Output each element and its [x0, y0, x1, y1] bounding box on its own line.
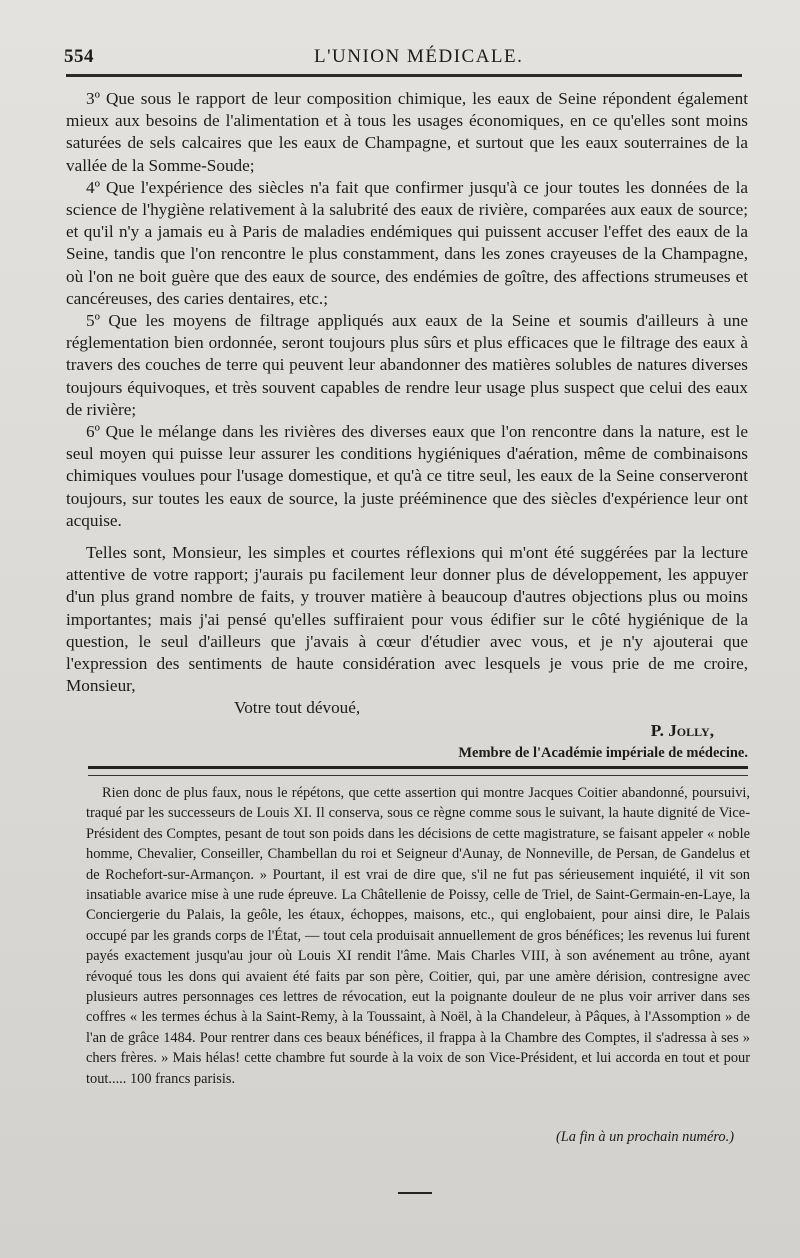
section-divider — [88, 766, 748, 776]
author-credential: Membre de l'Académie impériale de médecine. — [458, 744, 748, 761]
signature: P. Jolly, — [650, 720, 714, 740]
letter-body — [66, 88, 748, 764]
conclusion-4: 4º Que l'expérience des siècles n'a fait que confirmer jusqu'à ce jour toutes les données de la science de l'hygiène relativement à la salubrité des eaux de rivière, comparées aux eaux de source; et qu'il n'y a jamais eu à Paris de maladies endémiques qui puissent accuser l'effet des eaux de la Seine, tandis que l'on rencontre le plus constamment, dans les zones crayeuses de la Champagne, où l'on ne boit guère que des eaux de source, des endémies de goître, des affections strumeuses et cancéreuses, des caries dentaires, etc.; — [66, 177, 748, 308]
signoff: Votre tout dévoué, — [234, 698, 361, 718]
conclusion-3: 3º Que sous le rapport de leur composition chimique, les eaux de Seine répondent également mieux aux besoins de l'alimentation et à tous les usages économiques, en ce qu'elles sont moins saturées de sels calcaires que les eaux de Champagne, et surtout que les eaux souterraines de la vallée de la Somme-Soude; — [66, 89, 748, 175]
conclusion-6: 6º Que le mélange dans les rivières des diverses eaux que l'on rencontre dans la nature, est le seul moyen qui puisse leur assurer les conditions hygiéniques d'aération, même de combinaisons chimiques voulues pour l'usage domestique, et qu'à ce titre seul, les eaux de la Seine conserveront toujours, sur toutes les eaux de source, la juste prééminence que des siècles d'expérience leur ont acquise. — [66, 422, 748, 530]
end-mark — [398, 1192, 432, 1194]
header-rule — [66, 74, 742, 77]
conclusion-5: 5º Que les moyens de filtrage appliqués aux eaux de la Seine et soumis d'ailleurs à une réglementation bien ordonnée, seront toujours plus sûrs et plus efficaces que le filtrage des eaux à travers des couches de terre qui peuvent leur abandonner des matières solubles de natures diverses toujours équivoques, et très souvent capables de rendre leur usage plus suspect que celui des eaux de rivière; — [66, 311, 748, 419]
feuilleton-text — [86, 783, 750, 1089]
continuation-note: (La fin à un prochain numéro.) — [555, 1129, 734, 1145]
closing-paragraph: Telles sont, Monsieur, les simples et courtes réflexions qui m'ont été suggérées par la lecture attentive de votre rapport; j'aurais pu facilement leur donner plus de développement, les appuyer d'un plus grand nombre de faits, y trouver matière à beaucoup d'autres objections plus ou moins importantes; mais j'ai pensé qu'elles suffiraient pour vous édifier sur le côté hygiénique de la question, le seul d'ailleurs que j'avais à cœur d'étudier avec vous, et je n'y ajouterai que l'expression des sentiments de haute considération avec lesquels je vous prie de me croire, Monsieur, — [66, 543, 748, 696]
feuilleton-paragraph: Rien donc de plus faux, nous le répétons, que cette assertion qui montre Jacques Coitier abandonné, poursuivi, traqué par les successeurs de Louis XI. Il conserva, sous ce règne comme sous le suivant, la haute dignité de Vice-Président des Comptes, pesant de tout son poids dans les décisions de cette magistrature, se faisant appeler « noble homme, Chevalier, Conseiller, Chambellan du roi et Seigneur d'Aunay, de Nonneville, de Persan, de Gandelus et de Rochefort-sur-Armançon. » Pourtant, il est vrai de dire que, s'il ne fut pas sérieusement inquiété, il vit son insatiable avarice mise à une rude épreuve. La Châtellenie de Poissy, celle de Triel, de Saint-Germain-en-Laye, la Conciergerie du Palais, la geôle, les étaux, échoppes, maisons, etc., qui englobaient, pour ainsi dire, le Palais occupé par les grands corps de l'État, — tout cela produisait annuellement de gros bénéfices; les revenus lui furent payés exactement jusqu'au jour où Louis XI rendit l'âme. Mais Charles VIII, à son avénement au trône, ayant révoqué tous les dons qui avaient été faits par son père, Coitier, qui, par une amère dérision, contresigne avec plusieurs autres personnages ces lettres de révocation, eut la poignante douleur de ne plus voir arriver dans ses coffres « les termes échus à la Saint-Remy, à la Toussaint, à Noël, à la Chandeleur, à Pâques, à l'Assomption » de l'an de grâce 1484. Pour rentrer dans ces beaux bénéfices, il frappa à la Chambre des Comptes, il s'adressa à ses » chers frères. » Mais hélas! cette chambre fut sourde à la voix de son Vice-Président, et lui accorda en tout et pour tout..... 100 francs parisis. — [86, 785, 750, 1087]
running-title: L'UNION MÉDICALE. — [314, 46, 524, 67]
page-header — [64, 46, 742, 70]
page-number: 554 — [64, 46, 94, 67]
